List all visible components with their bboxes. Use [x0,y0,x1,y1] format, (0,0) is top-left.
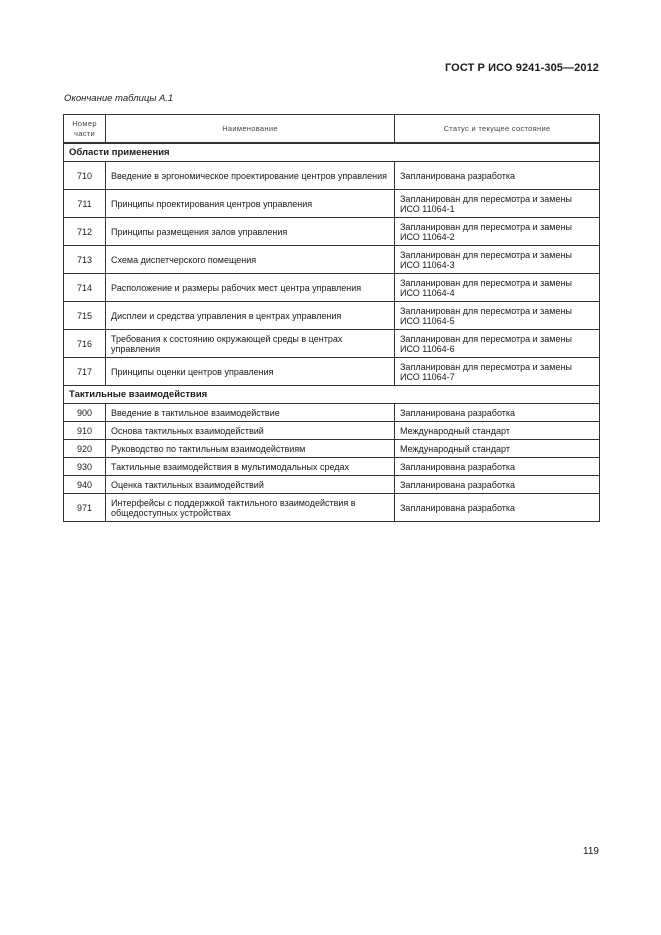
part-status: Запланирован для пересмотра и замены ИСО 11064-2 [395,218,600,246]
table-row [64,494,600,522]
part-name: Оценка тактильных взаимодействий [106,476,395,494]
table-row [64,404,600,422]
part-number: 910 [64,422,106,440]
part-name: Основа тактильных взаимодействий [106,422,395,440]
parts-table [63,114,600,522]
part-name: Требования к состоянию окружающей среды в центрах управления [106,330,395,358]
table-header-row [64,115,600,144]
table-row [64,274,600,302]
table-row [64,358,600,386]
part-status: Запланирован для пересмотра и замены ИСО 11064-1 [395,190,600,218]
section-title: Области применения [64,143,600,162]
part-number: 900 [64,404,106,422]
page-number: 119 [583,846,599,857]
part-number: 713 [64,246,106,274]
part-number: 710 [64,162,106,190]
table-row [64,440,600,458]
part-name: Принципы размещения залов управления [106,218,395,246]
section-title: Тактильные взаимодействия [64,386,600,404]
part-status: Международный стандарт [395,422,600,440]
part-status: Запланирован для пересмотра и замены ИСО 11064-7 [395,358,600,386]
part-number: 711 [64,190,106,218]
table-row [64,458,600,476]
part-name: Расположение и размеры рабочих мест центра управления [106,274,395,302]
part-status: Запланирован для пересмотра и замены ИСО 11064-4 [395,274,600,302]
part-number: 930 [64,458,106,476]
part-number: 940 [64,476,106,494]
part-status: Запланирован для пересмотра и замены ИСО 11064-6 [395,330,600,358]
part-status: Запланирован для пересмотра и замены ИСО 11064-5 [395,302,600,330]
part-name: Введение в эргономическое проектирование центров управления [106,162,395,190]
part-name: Принципы проектирования центров управления [106,190,395,218]
part-number: 716 [64,330,106,358]
section-row-application-areas [64,143,600,162]
part-status: Запланирована разработка [395,476,600,494]
part-number: 715 [64,302,106,330]
part-number: 712 [64,218,106,246]
part-name: Схема диспетчерского помещения [106,246,395,274]
part-name: Руководство по тактильным взаимодействиям [106,440,395,458]
table-row [64,330,600,358]
column-header-name: Наименование [106,115,395,144]
part-status: Запланирована разработка [395,162,600,190]
part-status: Запланирован для пересмотра и замены ИСО 11064-3 [395,246,600,274]
part-name: Дисплеи и средства управления в центрах управления [106,302,395,330]
table-row [64,476,600,494]
table-caption: Окончание таблицы А.1 [64,93,174,104]
part-status: Международный стандарт [395,440,600,458]
part-name: Введение в тактильное взаимодействие [106,404,395,422]
part-status: Запланирована разработка [395,494,600,522]
table-row [64,302,600,330]
part-name: Принципы оценки центров управления [106,358,395,386]
column-header-number: Номер части [64,115,106,144]
table-row [64,422,600,440]
part-number: 920 [64,440,106,458]
document-code: ГОСТ Р ИСО 9241-305—2012 [444,62,599,74]
part-status: Запланирована разработка [395,458,600,476]
table-row [64,246,600,274]
table-row [64,218,600,246]
part-number: 717 [64,358,106,386]
table-row [64,162,600,190]
table-row [64,190,600,218]
column-header-status: Статус и текущее состояние [395,115,600,144]
part-status: Запланирована разработка [395,404,600,422]
part-name: Тактильные взаимодействия в мультимодальных средах [106,458,395,476]
part-number: 971 [64,494,106,522]
part-number: 714 [64,274,106,302]
section-row-tactile-interactions [64,386,600,404]
part-name: Интерфейсы с поддержкой тактильного взаимодействия в общедоступных устройствах [106,494,395,522]
